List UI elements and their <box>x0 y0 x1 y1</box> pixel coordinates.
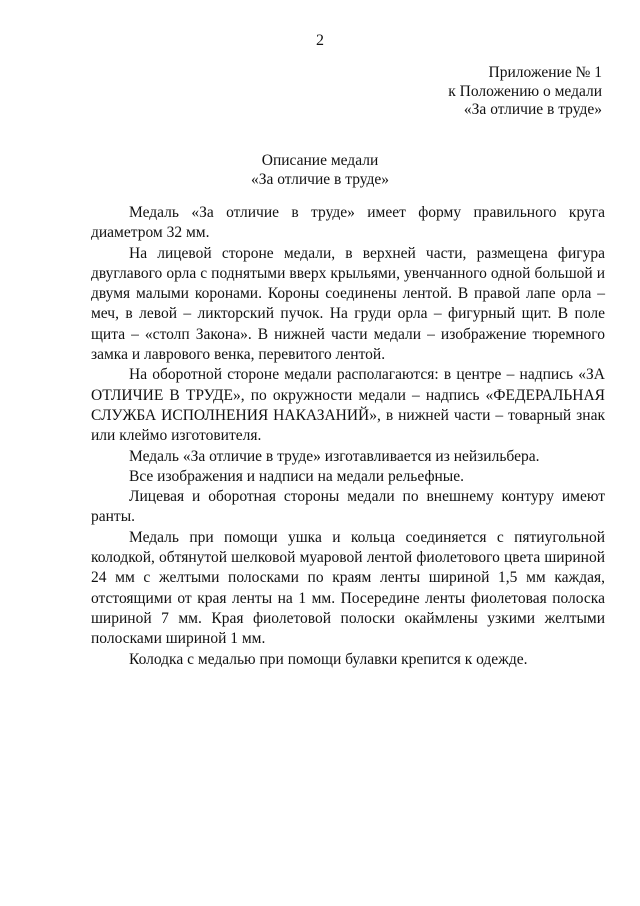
paragraph-relief: Все изображения и надписи на медали рельефные. <box>129 467 464 485</box>
paragraph-medal-shape: Медаль «За отличие в труде» имеет форму правильного круга диаметром 32 мм. <box>91 204 605 242</box>
paragraph-rims: Лицевая и оборотная стороны медали по внешнему контуру имеют ранты. <box>91 488 605 526</box>
page-number: 2 <box>316 32 324 49</box>
appendix-line-2: к Положению о медали <box>448 82 602 100</box>
document-title <box>0 152 640 189</box>
paragraph-attachment: Колодка с медалью при помощи булавки крепится к одежде. <box>129 650 528 668</box>
title-line-2: «За отличие в труде» <box>250 170 390 188</box>
paragraph-reverse: На оборотной стороне медали располагаются: в центре – надпись «ЗА ОТЛИЧИЕ В ТРУДЕ», по окружности медали – надпись «ФЕДЕРАЛЬНАЯ СЛУЖБА ИСПОЛНЕНИЯ НАКАЗАНИЙ», в нижней части – товарный знак или клеймо изготовителя. <box>91 366 605 445</box>
paragraph-material: Медаль «За отличие в труде» изготавливается из нейзильбера. <box>129 447 540 465</box>
appendix-line-3: «За отличие в труде» <box>463 101 602 118</box>
title-line-1: Описание медали <box>261 152 379 169</box>
appendix-line-1: Приложение № 1 <box>488 64 602 81</box>
document-body <box>91 203 605 670</box>
paragraph-ribbon: Медаль при помощи ушка и кольца соединяется с пятиугольной колодкой, обтянутой шелковой муаровой лентой фиолетового цвета шириной 24 мм с желтыми полосками по краям ленты шириной 1,5 мм каждая, отстоящими от края ленты на 1 мм. Посередине ленты фиолетовая полоска шириной 7 мм. Края фиолетовой полоски окаймлены узкими желтыми полосками шириной 1 мм. <box>91 528 605 648</box>
appendix-reference <box>448 64 602 120</box>
paragraph-obverse: На лицевой стороне медали, в верхней части, размещена фигура двуглавого орла с поднятыми вверх крыльями, увенчанного одной большой и двумя малыми коронами. Короны соединены лентой. В правой лапе орла – меч, в левой – ликторский пучок. На груди орла – фигурный щит. В поле щита – «столп Закона». В нижней части медали – изображение тюремного замка и лаврового венка, перевитого лентой. <box>91 244 605 364</box>
